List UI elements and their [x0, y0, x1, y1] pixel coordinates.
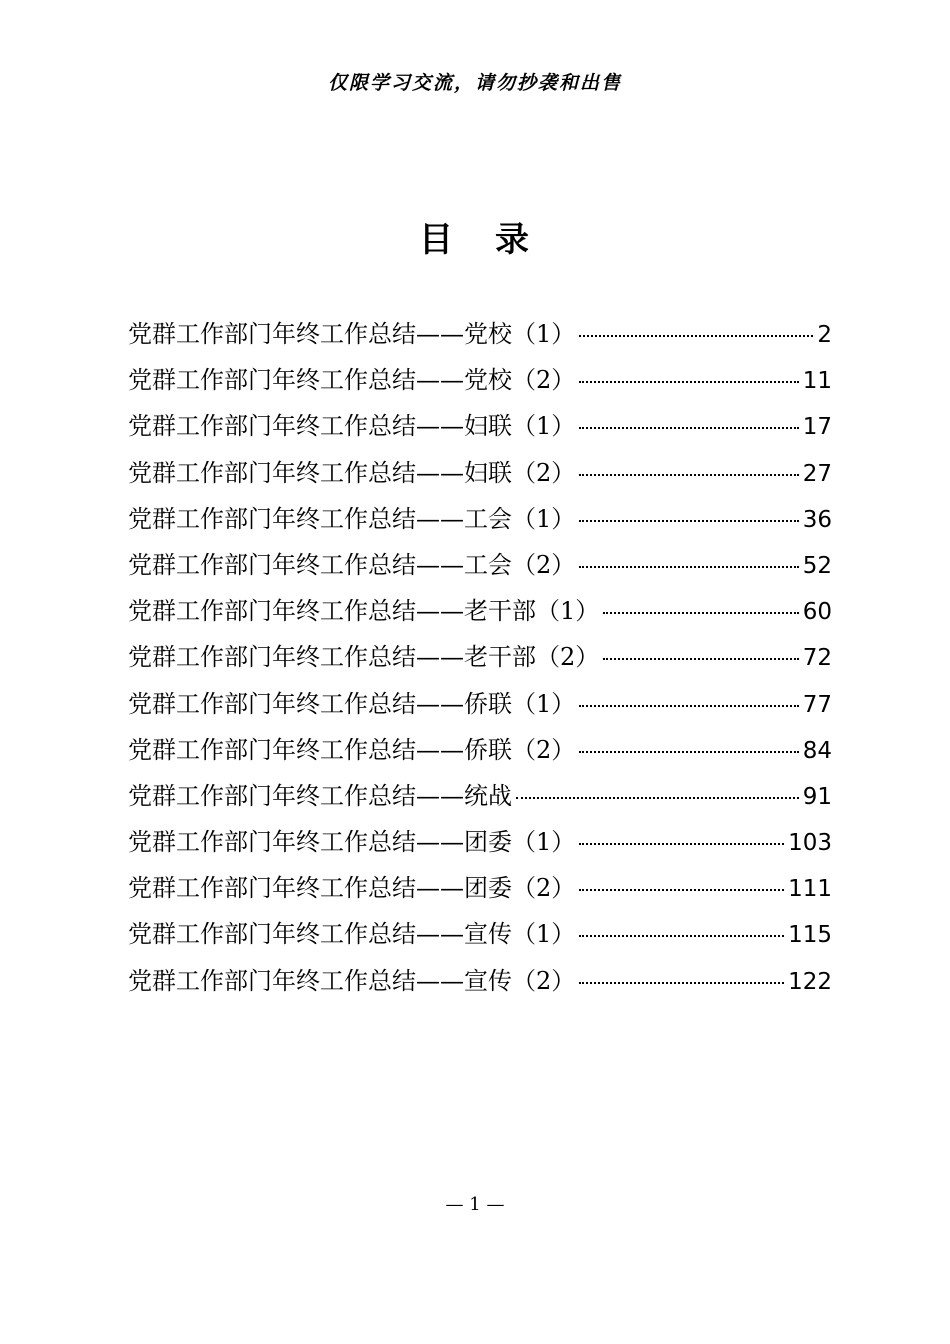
toc-entry-title: 党群工作部门年终工作总结——党校（2）: [128, 366, 576, 395]
toc-entry[interactable]: [128, 727, 832, 773]
toc-leader-dots: [579, 843, 784, 845]
toc-entry-page: 17: [802, 414, 832, 441]
toc-entry-page: 77: [802, 691, 832, 718]
toc-entry-page: 111: [788, 876, 832, 903]
toc-leader-dots: [579, 381, 798, 383]
toc-leader-dots: [579, 889, 784, 891]
toc-entry-page: 36: [802, 506, 832, 533]
toc-entry-title: 党群工作部门年终工作总结——侨联（2）: [128, 735, 576, 764]
toc-entry-title: 党群工作部门年终工作总结——老干部（2）: [128, 643, 600, 672]
toc-leader-dots: [579, 982, 784, 984]
toc-entry-page: 72: [802, 645, 832, 672]
toc-leader-dots: [579, 705, 798, 707]
toc-entry-title: 党群工作部门年终工作总结——党校（1）: [128, 320, 576, 348]
toc-entry[interactable]: [128, 588, 832, 634]
toc-entry[interactable]: [128, 450, 832, 496]
toc-entry-title: 党群工作部门年终工作总结——妇联（2）: [128, 458, 576, 487]
toc-entry-page: 122: [788, 968, 832, 995]
toc-entry[interactable]: [128, 958, 832, 1004]
toc-entry-title: 党群工作部门年终工作总结——团委（2）: [128, 874, 576, 903]
toc-entry-page: 2: [817, 322, 832, 348]
toc-entry-page: 27: [802, 460, 832, 487]
toc-entry-title: 党群工作部门年终工作总结——统战: [128, 781, 512, 810]
page-header-notice: 仅限学习交流，请勿抄袭和出售: [327, 72, 622, 94]
toc-leader-dots: [579, 474, 798, 476]
toc-entry[interactable]: [128, 542, 832, 588]
toc-entry[interactable]: [128, 681, 832, 727]
toc-entry-title: 党群工作部门年终工作总结——老干部（1）: [128, 597, 600, 626]
toc-entry[interactable]: [128, 496, 832, 542]
toc-leader-dots: [603, 612, 798, 614]
page-number: — 1 —: [445, 1194, 505, 1215]
toc-entry[interactable]: [128, 634, 832, 680]
toc-entry[interactable]: [128, 911, 832, 957]
toc-entry-title: 党群工作部门年终工作总结——工会（1）: [128, 504, 576, 533]
toc-entry-title: 党群工作部门年终工作总结——侨联（1）: [128, 689, 576, 718]
toc-entry-title: 党群工作部门年终工作总结——宣传（1）: [128, 920, 576, 949]
toc-entry[interactable]: [128, 819, 832, 865]
toc-entry-page: 11: [802, 368, 832, 395]
toc-leader-dots: [579, 520, 798, 522]
toc-entry[interactable]: [128, 357, 832, 403]
toc-entry-title: 党群工作部门年终工作总结——妇联（1）: [128, 412, 576, 441]
toc-leader-dots: [516, 797, 799, 799]
toc-entry-title: 党群工作部门年终工作总结——宣传（2）: [128, 966, 576, 995]
toc-entry-page: 52: [802, 552, 832, 579]
toc-entry-page: 84: [802, 737, 832, 764]
toc-title-part1: 目: [419, 220, 455, 260]
toc-leader-dots: [579, 335, 813, 337]
toc-title: [0, 214, 950, 266]
toc-entry-page: 103: [788, 830, 832, 857]
toc-entry[interactable]: [128, 311, 832, 357]
toc-leader-dots: [579, 427, 798, 429]
toc-leader-dots: [579, 751, 798, 753]
toc-entry-page: 115: [788, 922, 832, 949]
toc-entry-page: 60: [802, 599, 832, 626]
toc-leader-dots: [579, 935, 784, 937]
toc-leader-dots: [579, 566, 798, 568]
toc-title-part2: 录: [495, 220, 531, 260]
toc-entry-title: 党群工作部门年终工作总结——团委（1）: [128, 828, 576, 857]
toc-entry[interactable]: [128, 773, 832, 819]
toc-entry[interactable]: [128, 403, 832, 449]
toc-entry-title: 党群工作部门年终工作总结——工会（2）: [128, 550, 576, 579]
toc-list: [128, 311, 832, 1004]
toc-entry[interactable]: [128, 865, 832, 911]
toc-leader-dots: [603, 658, 798, 660]
toc-entry-page: 91: [802, 783, 832, 810]
